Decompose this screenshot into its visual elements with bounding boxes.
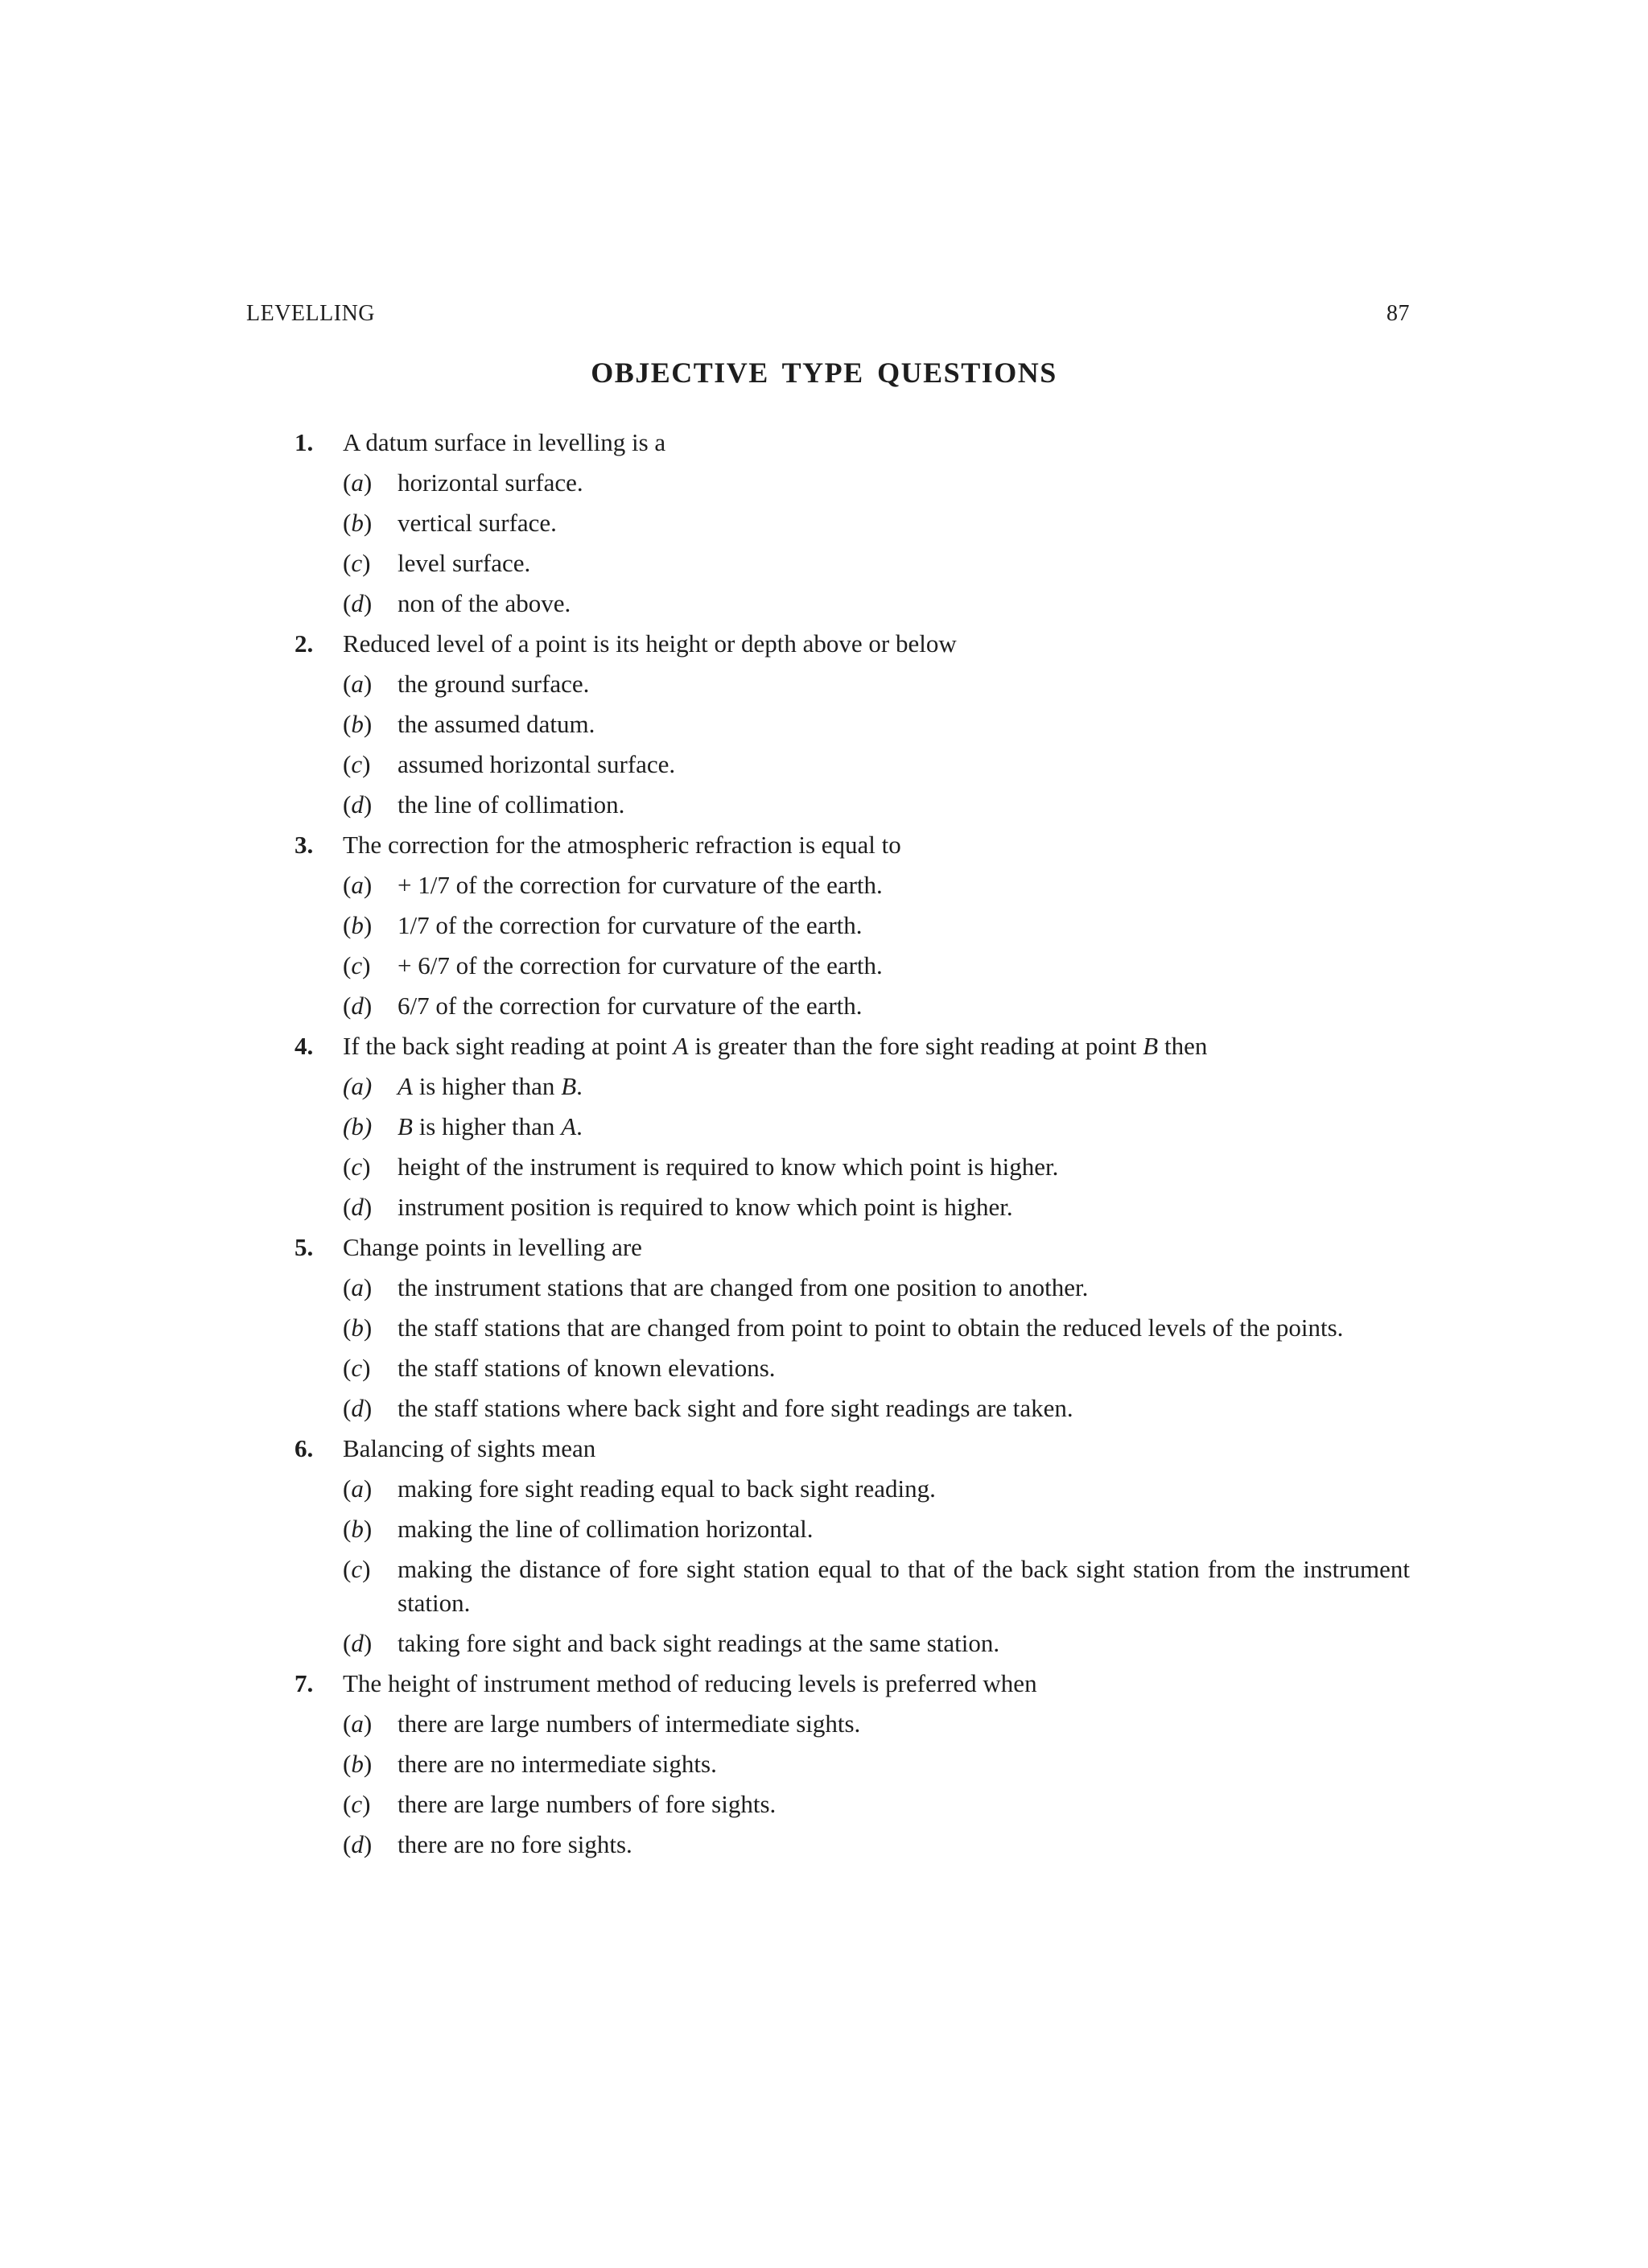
point-b-label: B	[1143, 1032, 1159, 1060]
option-4a	[295, 1066, 1410, 1107]
option-letter: (a)	[343, 1474, 373, 1503]
option-text: the ground surface.	[398, 670, 590, 698]
option-letter: (c)	[343, 951, 371, 979]
option-letter: (d)	[343, 790, 373, 819]
question-text: The correction for the atmospheric refraction is equal to	[343, 831, 901, 859]
option-text: the staff stations of known elevations.	[398, 1354, 776, 1382]
option-text: taking fore sight and back sight readings at the same station.	[398, 1629, 1000, 1657]
question-5	[295, 1227, 1410, 1268]
running-title: LEVELLING	[246, 301, 376, 326]
option-letter: (a)	[343, 1709, 373, 1738]
question-1	[295, 423, 1410, 463]
option-letter: (d)	[343, 1394, 373, 1422]
option-6a	[295, 1469, 1410, 1509]
section-title: OBJECTIVE TYPE QUESTIONS	[591, 357, 1057, 389]
option-5b	[295, 1308, 1410, 1348]
option-text: there are large numbers of intermediate sights.	[398, 1709, 861, 1738]
option-text: instrument position is required to know which point is higher.	[398, 1193, 1013, 1221]
option-text: 1/7 of the correction for curvature of the earth.	[398, 911, 863, 939]
question-number: 2.	[295, 629, 314, 658]
question-text: Change points in levelling are	[343, 1233, 642, 1261]
option-text: assumed horizontal surface.	[398, 750, 676, 778]
page-number: 87	[1386, 301, 1410, 326]
option-7b	[295, 1744, 1410, 1784]
option-letter: (b)	[343, 509, 373, 537]
option-2a	[295, 664, 1410, 704]
question-number: 7.	[295, 1669, 314, 1697]
option-text: making fore sight reading equal to back sight reading.	[398, 1474, 936, 1503]
option-2d	[295, 785, 1410, 825]
option-text: B is higher than A.	[398, 1112, 583, 1140]
option-text: the assumed datum.	[398, 710, 595, 738]
question-6	[295, 1429, 1410, 1469]
option-letter: (a)	[343, 1072, 373, 1100]
option-text: the staff stations where back sight and fore sight readings are taken.	[398, 1394, 1073, 1422]
question-text: If the back sight reading at point A is greater than the fore sight reading at point B then	[343, 1032, 1208, 1060]
option-2b	[295, 704, 1410, 744]
option-5d	[295, 1388, 1410, 1429]
option-text: making the distance of fore sight station equal to that of the back sight station from the instrument station.	[398, 1555, 1410, 1617]
option-text: + 1/7 of the correction for curvature of the earth.	[398, 871, 883, 899]
option-1d	[295, 583, 1410, 624]
question-text: The height of instrument method of reducing levels is preferred when	[343, 1669, 1037, 1697]
question-7	[295, 1664, 1410, 1704]
option-7c	[295, 1784, 1410, 1825]
option-text: the instrument stations that are changed from one position to another.	[398, 1273, 1089, 1301]
option-letter: (b)	[343, 1313, 373, 1342]
option-letter: (a)	[343, 1273, 373, 1301]
option-letter: (a)	[343, 670, 373, 698]
option-text: 6/7 of the correction for curvature of the earth.	[398, 992, 863, 1020]
option-text: there are large numbers of fore sights.	[398, 1790, 777, 1818]
question-text: Reduced level of a point is its height or depth above or below	[343, 629, 957, 658]
option-letter: (b)	[343, 1750, 373, 1778]
point-a-label: A	[673, 1032, 689, 1060]
option-6d	[295, 1623, 1410, 1664]
option-text: + 6/7 of the correction for curvature of the earth.	[398, 951, 883, 979]
option-text: non of the above.	[398, 589, 571, 617]
question-number: 6.	[295, 1434, 314, 1462]
option-5a	[295, 1268, 1410, 1308]
question-number: 3.	[295, 831, 314, 859]
option-1a	[295, 463, 1410, 503]
option-letter: (b)	[343, 1112, 373, 1140]
option-letter: (c)	[343, 750, 371, 778]
option-4d	[295, 1187, 1410, 1227]
option-text: level surface.	[398, 549, 531, 577]
option-text: vertical surface.	[398, 509, 557, 537]
option-letter: (b)	[343, 911, 373, 939]
question-number: 1.	[295, 428, 314, 456]
option-letter: (c)	[343, 1555, 371, 1583]
option-text: height of the instrument is required to know which point is higher.	[398, 1153, 1059, 1181]
question-2	[295, 624, 1410, 664]
option-3b	[295, 905, 1410, 946]
option-letter: (a)	[343, 871, 373, 899]
question-4	[295, 1026, 1410, 1066]
question-list	[295, 423, 1410, 1865]
option-text: there are no fore sights.	[398, 1830, 632, 1858]
option-text: the staff stations that are changed from point to point to obtain the reduced levels of the points.	[398, 1313, 1344, 1342]
option-letter: (b)	[343, 710, 373, 738]
option-3a	[295, 865, 1410, 905]
option-4b	[295, 1107, 1410, 1147]
option-text: horizontal surface.	[398, 468, 583, 497]
option-letter: (c)	[343, 1153, 371, 1181]
option-letter: (c)	[343, 1790, 371, 1818]
option-letter: (c)	[343, 1354, 371, 1382]
option-letter: (d)	[343, 589, 373, 617]
question-text: Balancing of sights mean	[343, 1434, 596, 1462]
option-text: A is higher than B.	[398, 1072, 583, 1100]
option-3c	[295, 946, 1410, 986]
option-3d	[295, 986, 1410, 1026]
option-5c	[295, 1348, 1410, 1388]
question-number: 4.	[295, 1032, 314, 1060]
option-letter: (d)	[343, 1830, 373, 1858]
option-1b	[295, 503, 1410, 543]
option-7a	[295, 1704, 1410, 1744]
question-number: 5.	[295, 1233, 314, 1261]
option-6b	[295, 1509, 1410, 1549]
option-4c	[295, 1147, 1410, 1187]
question-3	[295, 825, 1410, 865]
option-text: making the line of collimation horizontal.	[398, 1515, 814, 1543]
option-6c	[295, 1549, 1410, 1623]
option-letter: (d)	[343, 1629, 373, 1657]
option-letter: (c)	[343, 549, 371, 577]
option-letter: (d)	[343, 1193, 373, 1221]
option-letter: (b)	[343, 1515, 373, 1543]
option-text: there are no intermediate sights.	[398, 1750, 717, 1778]
running-header	[246, 301, 1410, 333]
question-text: A datum surface in levelling is a	[343, 428, 666, 456]
option-letter: (a)	[343, 468, 373, 497]
option-2c	[295, 744, 1410, 785]
option-7d	[295, 1825, 1410, 1865]
option-text: the line of collimation.	[398, 790, 625, 819]
option-1c	[295, 543, 1410, 583]
option-letter: (d)	[343, 992, 373, 1020]
